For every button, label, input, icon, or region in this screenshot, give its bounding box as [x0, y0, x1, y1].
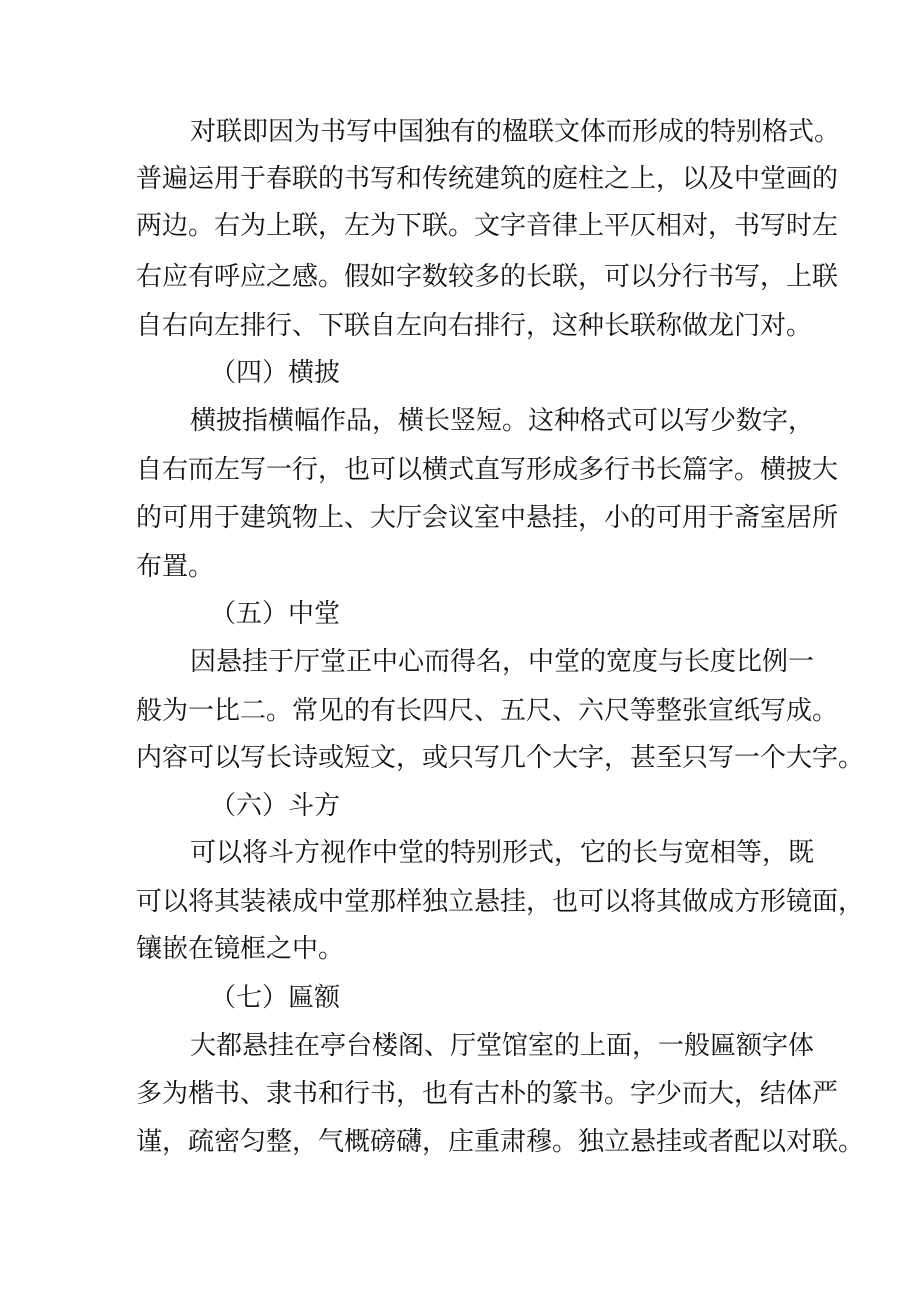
section-heading: （六）斗方	[210, 791, 341, 821]
text-line: 右应有呼应之感。假如字数较多的长联，可以分行书写，上联	[136, 262, 839, 292]
text-line: 对联即因为书写中国独有的楹联文体而形成的特别格式。	[190, 117, 841, 147]
text-line: 谨，疏密匀整，气概磅礴，庄重肃穆。独立悬挂或者配以对联。	[136, 1127, 865, 1157]
text-line: 布置。	[136, 552, 215, 582]
text-line: 镶嵌在镜框之中。	[136, 934, 345, 964]
text-line: 可以将斗方视作中堂的特别形式，它的长与宽相等，既	[190, 838, 815, 868]
text-line: 普遍运用于春联的书写和传统建筑的庭柱之上，以及中堂画的	[136, 164, 839, 194]
text-line: 多为楷书、隶书和行书，也有古朴的篆书。字少而大，结体严	[136, 1079, 839, 1109]
text-line: 自右向左排行、下联自左向右排行，这种长联称做龙门对。	[136, 311, 813, 341]
text-line: 的可用于建筑物上、大厅会议室中悬挂，小的可用于斋室居所	[136, 503, 839, 533]
text-line: 内容可以写长诗或短文，或只写几个大字，甚至只写一个大字。	[136, 743, 865, 773]
text-line: 般为一比二。常见的有长四尺、五尺、六尺等整张宣纸写成。	[136, 696, 839, 726]
section-heading: （七）匾额	[210, 983, 341, 1013]
text-line: 可以将其装裱成中堂那样独立悬挂，也可以将其做成方形镜面，	[136, 887, 865, 917]
text-line: 两边。右为上联，左为下联。文字音律上平仄相对，书写时左	[136, 211, 839, 241]
text-line: 因悬挂于厅堂正中心而得名，中堂的宽度与长度比例一	[190, 647, 815, 677]
text-line: 大都悬挂在亭台楼阁、厅堂馆室的上面，一般匾额字体	[190, 1031, 815, 1061]
text-line: 自右而左写一行，也可以横式直写形成多行书长篇字。横披大	[136, 455, 839, 485]
text-line: 横披指横幅作品，横长竖短。这种格式可以写少数字，	[190, 406, 815, 436]
section-heading: （五）中堂	[210, 599, 341, 629]
section-heading: （四）横披	[210, 358, 341, 388]
